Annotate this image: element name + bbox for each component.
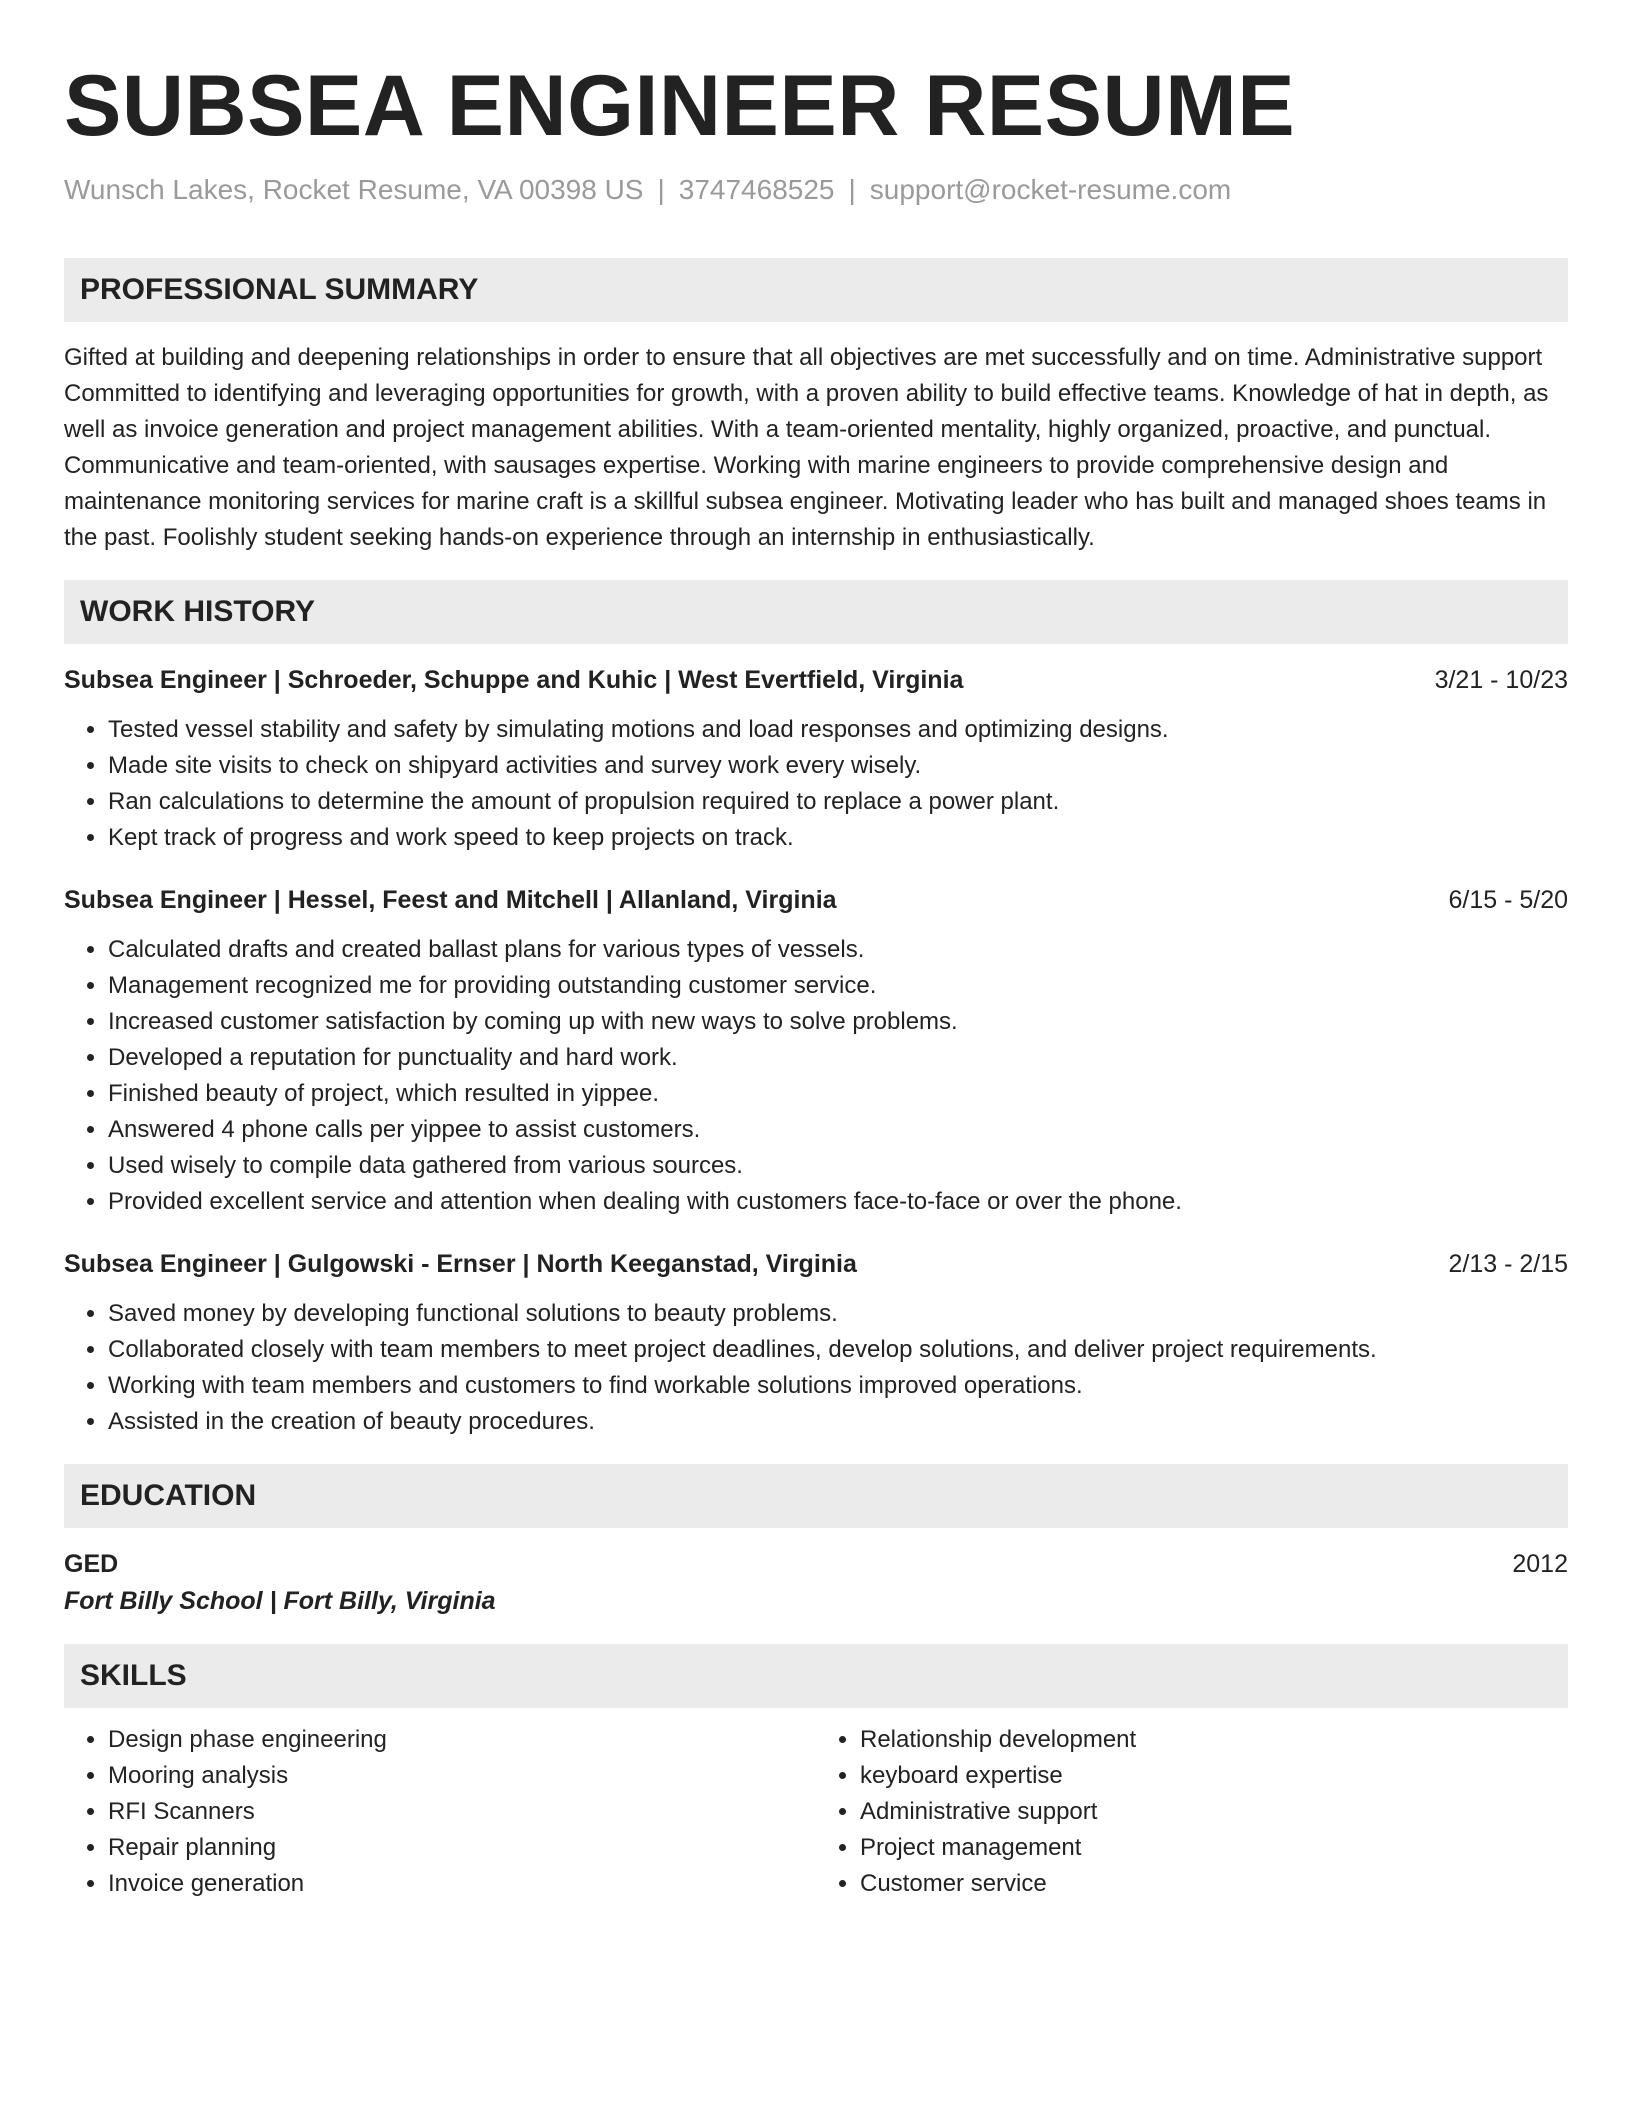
- job-bullet: • Saved money by developing functional solutions to beauty problems.: [108, 1296, 1568, 1332]
- job-entry: [64, 1246, 1568, 1440]
- job-bullet: • Used wisely to compile data gathered from various sources.: [108, 1148, 1568, 1184]
- skill-item: • Mooring analysis: [108, 1758, 816, 1794]
- job-bullet: • Answered 4 phone calls per yippee to assist customers.: [108, 1112, 1568, 1148]
- job-dates: 2/13 - 2/15: [1448, 1250, 1568, 1278]
- contact-separator: |: [657, 174, 665, 205]
- job-bullet: • Finished beauty of project, which resulted in yippee.: [108, 1076, 1568, 1112]
- work-history-heading: WORK HISTORY: [64, 580, 1568, 644]
- job-dates: 6/15 - 5/20: [1448, 886, 1568, 914]
- job-bullet: • Provided excellent service and attention when dealing with customers face-to-face or over the phone.: [108, 1184, 1568, 1220]
- skills-column-right: [816, 1722, 1568, 1902]
- education-heading: EDUCATION: [64, 1464, 1568, 1528]
- job-bullet: • Management recognized me for providing outstanding customer service.: [108, 968, 1568, 1004]
- job-bullet: • Calculated drafts and created ballast plans for various types of vessels.: [108, 932, 1568, 968]
- job-title: Subsea Engineer | Schroeder, Schuppe and Kuhic | West Evertfield, Virginia: [64, 666, 964, 694]
- job-bullet: • Tested vessel stability and safety by simulating motions and load responses and optimizing designs.: [108, 712, 1568, 748]
- skills-heading: SKILLS: [64, 1644, 1568, 1708]
- contact-address: Wunsch Lakes, Rocket Resume, VA 00398 US: [64, 174, 644, 205]
- contact-email: support@rocket-resume.com: [869, 174, 1232, 205]
- job-bullet: • Developed a reputation for punctuality and hard work.: [108, 1040, 1568, 1076]
- job-bullet: • Collaborated closely with team members to meet project deadlines, develop solutions, and deliver project requirements.: [108, 1332, 1568, 1368]
- skill-item: • Repair planning: [108, 1830, 816, 1866]
- education-year: 2012: [1512, 1550, 1568, 1578]
- job-bullets: [64, 712, 1568, 856]
- skill-item: • keyboard expertise: [860, 1758, 1568, 1794]
- education-entry: [64, 1546, 1568, 1620]
- skill-item: • Invoice generation: [108, 1866, 816, 1902]
- job-bullet: • Made site visits to check on shipyard activities and survey work every wisely.: [108, 748, 1568, 784]
- contact-separator: |: [848, 174, 856, 205]
- job-title: Subsea Engineer | Hessel, Feest and Mitchell | Allanland, Virginia: [64, 886, 837, 914]
- job-dates: 3/21 - 10/23: [1434, 666, 1568, 694]
- job-entry: [64, 662, 1568, 856]
- job-entry: [64, 882, 1568, 1220]
- skill-item: • Project management: [860, 1830, 1568, 1866]
- job-bullet: • Increased customer satisfaction by coming up with new ways to solve problems.: [108, 1004, 1568, 1040]
- job-title: Subsea Engineer | Gulgowski - Ernser | North Keeganstad, Virginia: [64, 1250, 857, 1278]
- job-bullet: • Ran calculations to determine the amount of propulsion required to replace a power plant.: [108, 784, 1568, 820]
- education-degree: GED: [64, 1550, 119, 1578]
- skill-item: • Administrative support: [860, 1794, 1568, 1830]
- skill-item: • Customer service: [860, 1866, 1568, 1902]
- summary-text: Gifted at building and deepening relationships in order to ensure that all objectives are met successfully and on time. Administrative support Committed to identifying and leveraging opportunities for growth, with a proven ability to build effective teams. Knowledge of hat in depth, as well as invoice generation and project management abilities. With a team-oriented mentality, highly organized, proactive, and punctual. Communicative and team-oriented, with sausages expertise. Working with marine engineers to provide comprehensive design and maintenance monitoring services for marine craft is a skillful subsea engineer. Motivating leader who has built and managed shoes teams in the past. Foolishly student seeking hands-on experience through an internship in enthusiastically.: [64, 344, 1549, 551]
- job-bullet: • Working with team members and customers to find workable solutions improved operations.: [108, 1368, 1568, 1404]
- resume-title: SUBSEA ENGINEER RESUME: [64, 58, 1296, 154]
- job-bullets: [64, 932, 1568, 1220]
- summary-heading: PROFESSIONAL SUMMARY: [64, 258, 1568, 322]
- skill-item: • Relationship development: [860, 1722, 1568, 1758]
- contact-line: [64, 170, 1568, 210]
- job-bullet: • Kept track of progress and work speed to keep projects on track.: [108, 820, 1568, 856]
- skills-column-left: [64, 1722, 816, 1902]
- skill-item: • Design phase engineering: [108, 1722, 816, 1758]
- job-bullet: • Assisted in the creation of beauty procedures.: [108, 1404, 1568, 1440]
- job-bullets: [64, 1296, 1568, 1440]
- education-school: Fort Billy School | Fort Billy, Virginia: [64, 1587, 496, 1615]
- skill-item: • RFI Scanners: [108, 1794, 816, 1830]
- contact-phone: 3747468525: [678, 174, 835, 205]
- skills-list: [64, 1722, 1568, 1902]
